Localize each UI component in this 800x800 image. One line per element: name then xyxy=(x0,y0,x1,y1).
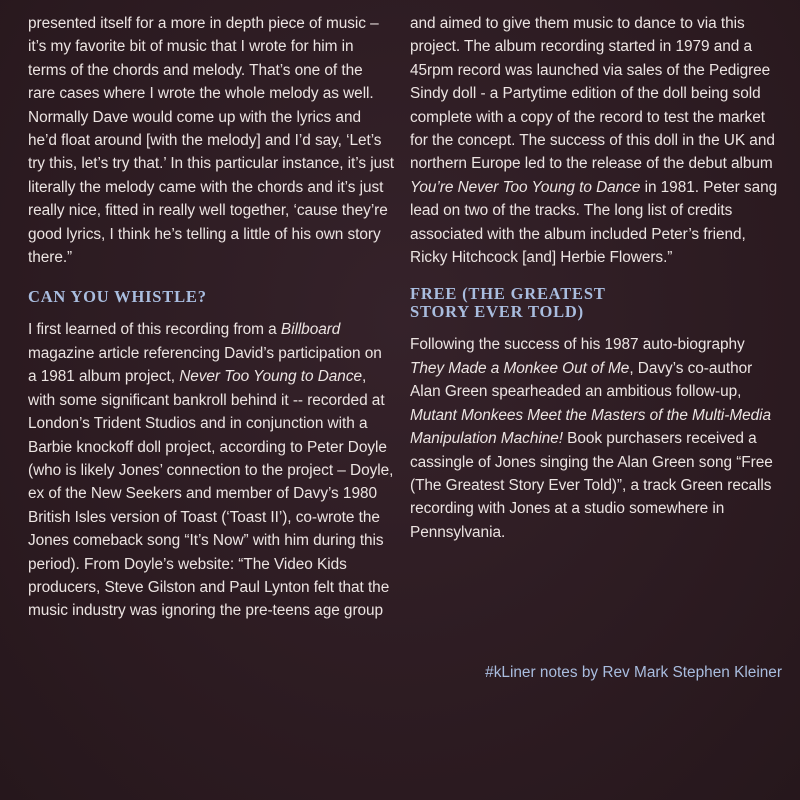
continuation-paragraph xyxy=(410,0,782,269)
cont-text-2: in 1981. Peter sang lead on two of the tracks. The long list of credits associated with the album included Peter’s friend, Ricky Hitchcock [and] Herbie Flowers.” xyxy=(410,178,778,267)
intro-paragraph: presented itself for a more in depth piece of music – it’s my favorite bit of music that I wrote for him in terms of the chords and melody. That’s one of the rare cases where I wrote the whole melody as well. Normally Dave would come up with the lyrics and he’d float around [with the melody] and I’d say, ‘Let’s try this, let’s try that.’ In this particular instance, it’s just literally the melody came with the chords and it’s just really nice, fitted in really well together, ‘cause they’re good lyrics, I think he’s telling a little of his own story there.” xyxy=(28,15,394,267)
free-heading-line-1: FREE (THE GREATEST xyxy=(410,284,606,304)
can-you-whistle-heading: CAN YOU WHISTLE? xyxy=(28,287,207,307)
book-title-monkee: They Made a Monkee Out of Me xyxy=(410,359,630,377)
liner-notes-credit: #kLiner notes by Rev Mark Stephen Kleiner xyxy=(485,664,782,681)
left-column xyxy=(28,0,394,623)
free-text-3: Book purchasers received a cassingle of Jones singing the Alan Green song “Free (The Greatest Story Ever Told)”, a track Green recalls recording with Jones at a studio somewhere in Pennsylvania. xyxy=(410,430,773,541)
billboard-title: Billboard xyxy=(280,321,341,339)
can-you-whistle-paragraph xyxy=(28,318,394,622)
cont-text-1: and aimed to give them music to dance to via this project. The album recording started in 1979 and a 45rpm record was launched via sales of the Pedigree Sindy doll - a Partytime edition of the doll being sold complete with a copy of the record to test the market for the concept. The success of this doll in the UK and northern Europe led to the release of the debut album xyxy=(410,15,775,173)
whistle-text-2: magazine article referencing David’s participation on a 1981 album project, xyxy=(28,344,382,386)
free-text-1: Following the success of his 1987 auto-biography xyxy=(410,336,745,354)
free-heading-line-2: STORY EVER TOLD) xyxy=(410,302,584,322)
free-paragraph xyxy=(410,333,782,544)
album-title-youre-never-too-young: You’re Never Too Young to Dance xyxy=(410,178,641,196)
whistle-text-3: , with some significant bankroll behind it -- recorded at London’s Trident Studios and in conjunction with a Barbie knockoff doll project, according to Peter Doyle (who is likely Jones’ connection to the project – Doyle, ex of the New Seekers and member of Davy’s 1980 British Isles version of Toast (‘Toast II’), co-wrote the Jones comeback song “It’s Now” with him during this period). From Doyle’s website: “The Video Kids producers, Steve Gilston and Paul Lynton felt that the music industry was ignoring the pre-teens age group xyxy=(28,368,394,620)
right-column xyxy=(410,0,782,544)
whistle-text-1: I first learned of this recording from a xyxy=(28,321,281,339)
album-title-never-too-young: Never Too Young to Dance xyxy=(179,368,362,386)
free-heading xyxy=(410,285,782,321)
book-title-mutant-monkees: Mutant Monkees Meet the Masters of the Multi-Media Manipulation Machine! xyxy=(410,406,772,448)
free-text-2: , Davy’s co-author Alan Green spearheaded an ambitious follow-up, xyxy=(410,359,753,401)
